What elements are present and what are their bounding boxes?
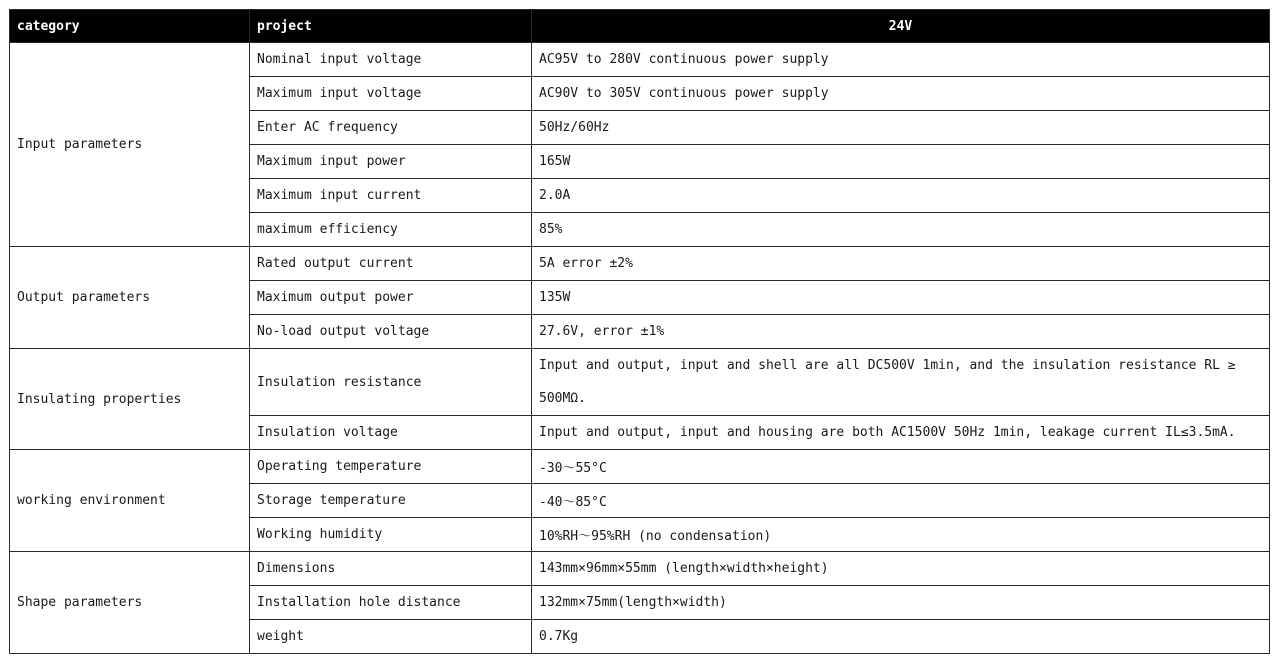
table-row [10, 247, 1270, 281]
project-cell: Installation hole distance [250, 586, 532, 620]
project-cell: No-load output voltage [250, 315, 532, 349]
project-cell: Maximum output power [250, 281, 532, 315]
project-cell: Rated output current [250, 247, 532, 281]
project-cell: maximum efficiency [250, 213, 532, 247]
value-cell: -30～55°C [532, 450, 1270, 484]
spec-table [9, 9, 1270, 654]
project-cell: Enter AC frequency [250, 111, 532, 145]
table-row [10, 552, 1270, 586]
project-cell: weight [250, 620, 532, 654]
project-cell: Maximum input current [250, 179, 532, 213]
value-cell: 132mm×75mm(length×width) [532, 586, 1270, 620]
value-cell: 165W [532, 145, 1270, 179]
category-cell: Output parameters [10, 247, 250, 349]
project-cell: Dimensions [250, 552, 532, 586]
project-cell: Operating temperature [250, 450, 532, 484]
header-row [10, 10, 1270, 43]
table-row [10, 349, 1270, 416]
value-cell: 27.6V, error ±1% [532, 315, 1270, 349]
value-cell: 135W [532, 281, 1270, 315]
value-cell: 50Hz/60Hz [532, 111, 1270, 145]
project-cell: Storage temperature [250, 484, 532, 518]
header-24v: 24V [532, 10, 1270, 43]
value-cell: -40～85°C [532, 484, 1270, 518]
value-cell: 143mm×96mm×55mm (length×width×height) [532, 552, 1270, 586]
category-cell: Insulating properties [10, 349, 250, 450]
header-category: category [10, 10, 250, 43]
value-cell: 10%RH～95%RH (no condensation) [532, 518, 1270, 552]
value-cell: Input and output, input and shell are all DC500V 1min, and the insulation resistance RL ≥ 500MΩ. [532, 349, 1270, 416]
value-cell: Input and output, input and housing are both AC1500V 50Hz 1min, leakage current IL≤3.5mA. [532, 416, 1270, 450]
project-cell: Maximum input power [250, 145, 532, 179]
value-cell: 0.7Kg [532, 620, 1270, 654]
category-cell: Input parameters [10, 43, 250, 247]
table-row [10, 450, 1270, 484]
table-row [10, 43, 1270, 77]
project-cell: Insulation voltage [250, 416, 532, 450]
category-cell: working environment [10, 450, 250, 552]
project-cell: Insulation resistance [250, 349, 532, 416]
value-cell: 85% [532, 213, 1270, 247]
value-cell: AC95V to 280V continuous power supply [532, 43, 1270, 77]
project-cell: Nominal input voltage [250, 43, 532, 77]
header-project: project [250, 10, 532, 43]
project-cell: Working humidity [250, 518, 532, 552]
project-cell: Maximum input voltage [250, 77, 532, 111]
value-cell: 2.0A [532, 179, 1270, 213]
value-cell: 5A error ±2% [532, 247, 1270, 281]
value-cell: AC90V to 305V continuous power supply [532, 77, 1270, 111]
category-cell: Shape parameters [10, 552, 250, 654]
